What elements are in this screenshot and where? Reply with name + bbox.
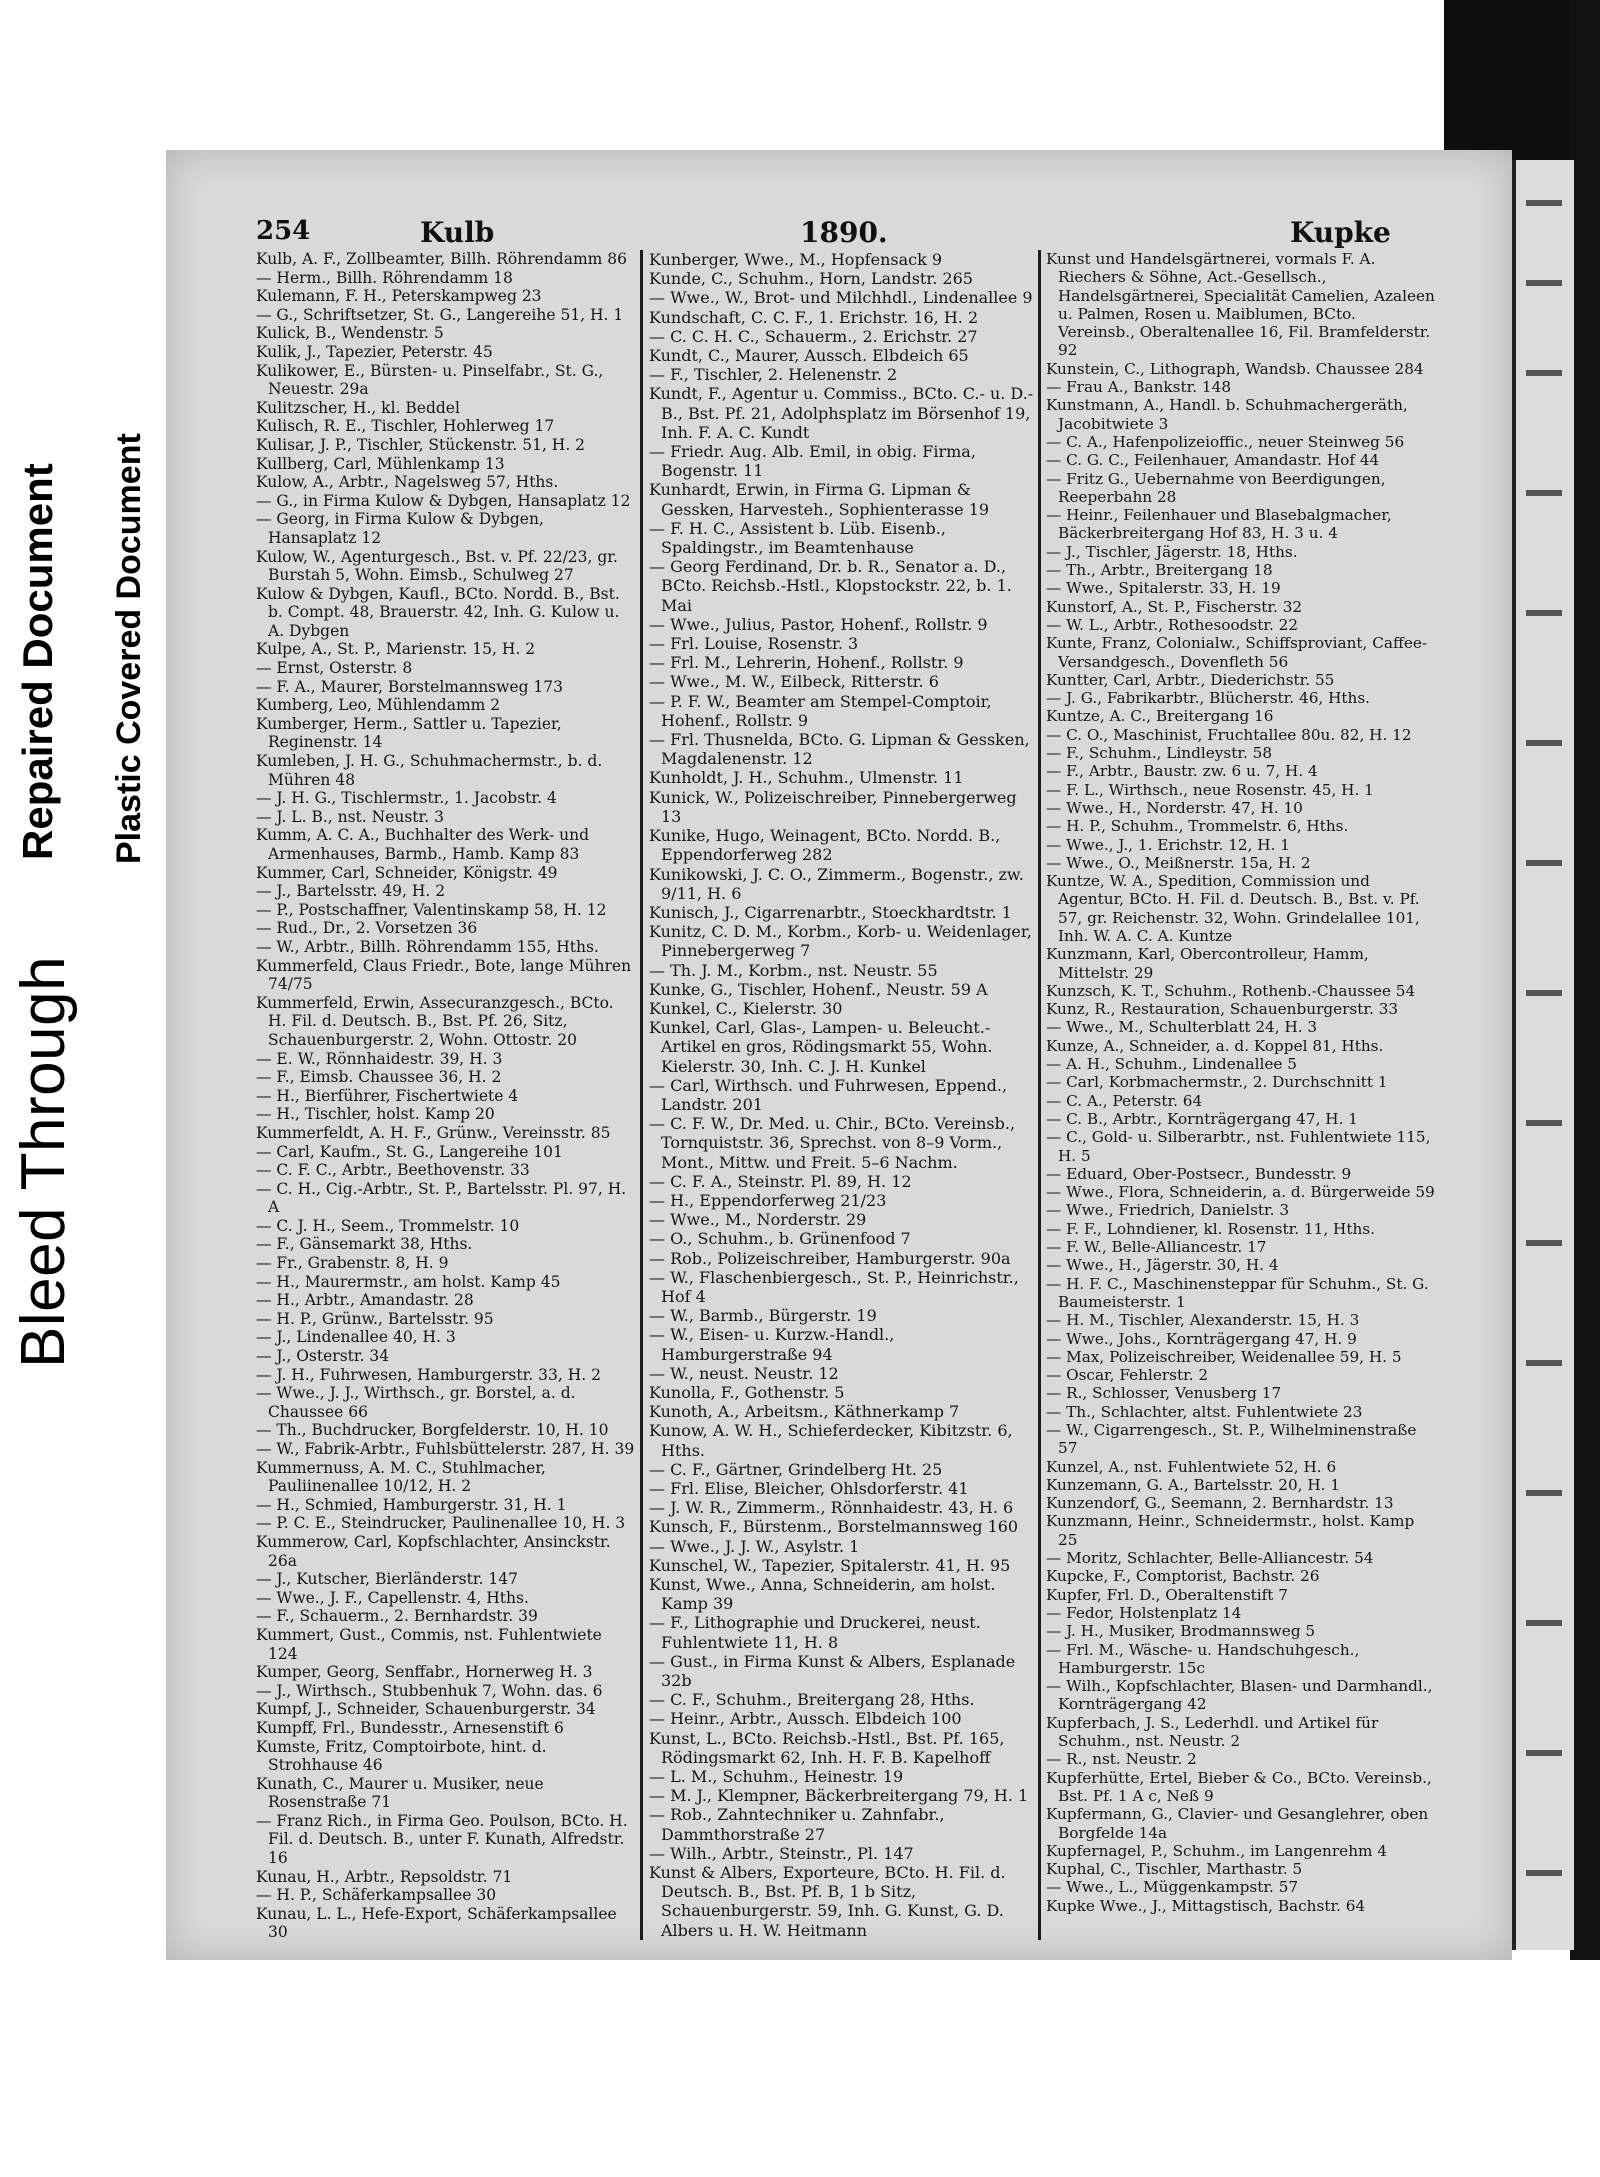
directory-entry: Kullberg, Carl, Mühlenkamp 13 <box>256 454 505 473</box>
directory-entry: — Wwe., Julius, Pastor, Hohenf., Rollstr. 9 <box>649 614 988 634</box>
directory-entry: — H. F. C., Maschinensteppar für Schuhm., St. G. Baumeisterstr. 1 <box>1046 1274 1429 1311</box>
directory-entry: Kupke Wwe., J., Mittagstisch, Bachstr. 64 <box>1046 1896 1366 1915</box>
directory-entry: Kunitz, C. D. M., Korbm., Korb- u. Weidenlager, Pinnebergerweg 7 <box>649 922 1032 961</box>
directory-entry: — Frau A., Bankstr. 148 <box>1046 378 1232 397</box>
directory-entry: Kunikowski, J. C. O., Zimmerm., Bogenstr., zw. 9/11, H. 6 <box>649 864 1024 903</box>
adjacent-text-fragment <box>1526 990 1562 996</box>
directory-column-2 <box>649 250 1039 1940</box>
page-year: 1890. <box>800 216 888 249</box>
directory-entry: — F., Schauerm., 2. Bernhardstr. 39 <box>256 1607 538 1626</box>
directory-column-3 <box>1046 250 1436 1915</box>
label-bleed-through: Bleed Through <box>9 955 78 1368</box>
directory-entry: Kulisar, J. P., Tischler, Stückenstr. 51, H. 2 <box>256 435 586 454</box>
directory-entry: Kunstorf, A., St. P., Fischerstr. 32 <box>1046 597 1303 616</box>
directory-entry: — Wwe., O., Meißnerstr. 15a, H. 2 <box>1046 853 1311 872</box>
adjacent-text-fragment <box>1526 1240 1562 1246</box>
directory-entry: Kunke, G., Tischler, Hohenf., Neustr. 59 A <box>649 979 988 999</box>
directory-entry: Kumberg, Leo, Mühlendamm 2 <box>256 696 501 715</box>
directory-entry: — J. W. R., Zimmerm., Rönnhaidestr. 43, H. 6 <box>649 1498 1014 1518</box>
directory-entry: — Wwe., M. W., Eilbeck, Ritterstr. 6 <box>649 672 939 692</box>
directory-entry: — Herm., Billh. Röhrendamm 18 <box>256 268 513 287</box>
directory-entry: Kunholdt, J. H., Schuhm., Ulmenstr. 11 <box>649 768 964 788</box>
directory-entry: — Rob., Polizeischreiber, Hamburgerstr. 90a <box>649 1248 1011 1268</box>
adjacent-text-fragment <box>1526 1120 1562 1126</box>
scanner-shadow-right <box>1570 0 1600 1960</box>
directory-entry: Kupfernagel, P., Schuhm., im Langenrehm 4 <box>1046 1841 1388 1860</box>
adjacent-text-fragment <box>1526 610 1562 616</box>
directory-entry: Kuntze, A. C., Breitergang 16 <box>1046 707 1274 726</box>
left-catchword: Kulb <box>420 216 495 249</box>
directory-entry: Kunoth, A., Arbeitsm., Käthnerkamp 7 <box>649 1402 960 1422</box>
directory-entry: — Fedor, Holstenplatz 14 <box>1046 1603 1242 1622</box>
directory-entry: — C. F. C., Arbtr., Beethovenstr. 33 <box>256 1161 530 1180</box>
directory-entry: — Wwe., M., Norderstr. 29 <box>649 1210 867 1230</box>
directory-entry: — Th., Schlachter, altst. Fuhlentwiete 23 <box>1046 1402 1363 1421</box>
directory-entry: — W., Fabrik-Arbtr., Fuhlsbüttelerstr. 287, H. 39 <box>256 1440 635 1458</box>
directory-entry: — C. F., Gärtner, Grindelberg Ht. 25 <box>649 1459 943 1479</box>
directory-entry: Kumste, Fritz, Comptoirbote, hint. d. Strohhause 46 <box>256 1737 547 1775</box>
directory-entry: — Rob., Zahntechniker u. Zahnfabr., Dammthorstraße 27 <box>649 1805 945 1844</box>
directory-entry: Kummerfeld, Erwin, Assecuranzgesch., BCto. H. Fil. d. Deutsch. B., Bst. Pf. 26, Sitz, Schauenburgerstr. 2, Wohn. Ottostr. 20 <box>256 993 614 1049</box>
directory-entry: — J., Bartelsstr. 49, H. 2 <box>256 882 446 901</box>
directory-column-1 <box>256 250 636 1942</box>
directory-entry: Kunau, H., Arbtr., Repsoldstr. 71 <box>256 1867 513 1886</box>
directory-entry: — W., neust. Neustr. 12 <box>649 1363 839 1383</box>
directory-entry: — J. L. B., nst. Neustr. 3 <box>256 807 444 826</box>
directory-entry: — W., Eisen- u. Kurzw.-Handl., Hamburgerstraße 94 <box>649 1325 895 1364</box>
directory-entry: — Wwe., H., Jägerstr. 30, H. 4 <box>1046 1256 1279 1275</box>
adjacent-text-fragment <box>1526 1360 1562 1366</box>
directory-entry: — F. W., Belle-Alliancestr. 17 <box>1046 1238 1267 1257</box>
directory-entry: — E. W., Rönnhaidestr. 39, H. 3 <box>256 1049 503 1068</box>
directory-entry: — G., in Firma Kulow & Dybgen, Hansaplatz 12 <box>256 491 631 510</box>
directory-entry: — J., Tischler, Jägerstr. 18, Hths. <box>1046 542 1298 561</box>
directory-entry: — Th., Arbtr., Breitergang 18 <box>1046 561 1273 580</box>
directory-entry: Kunzemann, G. A., Bartelsstr. 20, H. 1 <box>1046 1475 1341 1494</box>
directory-entry: — Rud., Dr., 2. Vorsetzen 36 <box>256 919 478 938</box>
directory-entry: — Carl, Korbmachermstr., 2. Durchschnitt 1 <box>1046 1073 1388 1092</box>
directory-entry: — Carl, Wirthsch. und Fuhrwesen, Eppend., Landstr. 201 <box>649 1075 1008 1114</box>
directory-entry: Kulow, A., Arbtr., Nagelsweg 57, Hths. <box>256 473 559 492</box>
directory-entry: Kunberger, Wwe., M., Hopfensack 9 <box>649 250 943 269</box>
directory-entry: — C., Gold- u. Silberarbtr., nst. Fuhlentwiete 115, H. 5 <box>1046 1128 1431 1165</box>
directory-entry: Kummerow, Carl, Kopfschlachter, Ansinckstr. 26a <box>256 1532 611 1570</box>
directory-entry: Kunzendorf, G., Seemann, 2. Bernhardstr. 13 <box>1046 1494 1394 1513</box>
directory-entry: Kupfer, Frl. D., Oberaltenstift 7 <box>1046 1585 1288 1604</box>
directory-entry: Kupferhütte, Ertel, Bieber & Co., BCto. Vereinsb., Bst. Pf. 1 A c, Neß 9 <box>1046 1768 1432 1805</box>
directory-entry: — R., nst. Neustr. 2 <box>1046 1750 1197 1769</box>
directory-entry: — Wwe., J., 1. Erichstr. 12, H. 1 <box>1046 835 1290 854</box>
directory-entry: — F. F., Lohndiener, kl. Rosenstr. 11, Hths. <box>1046 1219 1375 1238</box>
directory-entry: Kumpff, Frl., Bundesstr., Arnesenstift 6 <box>256 1718 564 1737</box>
adjacent-text-fragment <box>1526 280 1562 286</box>
directory-entry: Kunstmann, A., Handl. b. Schuhmachergeräth, Jacobitwiete 3 <box>1046 396 1408 433</box>
directory-entry: — Heinr., Feilenhauer und Blasebalgmacher, Bäckerbreitergang Hof 83, H. 3 u. 4 <box>1046 506 1392 543</box>
directory-entry: — J. G., Fabrikarbtr., Blücherstr. 46, Hths. <box>1046 689 1371 708</box>
directory-entry: Kulitzscher, H., kl. Beddel <box>256 398 460 417</box>
directory-entry: — C. O., Maschinist, Fruchtallee 80u. 82, H. 12 <box>1046 725 1412 744</box>
directory-entry: — F., Tischler, 2. Helenenstr. 2 <box>649 365 898 385</box>
directory-entry: Kundt, C., Maurer, Aussch. Elbdeich 65 <box>649 346 969 366</box>
directory-entry: — C. F. W., Dr. Med. u. Chir., BCto. Vereinsb., Tornquiststr. 36, Sprechst. von 8–9 Vorm., Mont., Mittw. und Freit. 5–6 Nachm. <box>649 1114 1016 1172</box>
directory-entry: — C. C. H. C., Schauerm., 2. Erichstr. 27 <box>649 326 978 346</box>
directory-entry: — F., Schuhm., Lindleystr. 58 <box>1046 744 1273 763</box>
directory-entry: — Wwe., H., Norderstr. 47, H. 10 <box>1046 798 1303 817</box>
directory-entry: — Wwe., Flora, Schneiderin, a. d. Bürgerweide 59 <box>1046 1183 1435 1202</box>
directory-entry: — Gust., in Firma Kunst & Albers, Esplanade 32b <box>649 1651 1016 1691</box>
adjacent-page-edge <box>1512 160 1574 1950</box>
directory-entry: — Carl, Kaufm., St. G., Langereihe 101 <box>256 1142 563 1161</box>
directory-entry: — Franz Rich., in Firma Geo. Poulson, BCto. H. Fil. d. Deutsch. B., unter F. Kunath, Alfredstr. 16 <box>256 1811 628 1868</box>
directory-entry: Kunst, L., BCto. Reichsb.-Hstl., Bst. Pf. 165, Rödingsmarkt 62, Inh. H. F. B. Kapelhoff <box>649 1728 1005 1767</box>
directory-entry: Kupferbach, J. S., Lederhdl. und Artikel für Schuhm., nst. Neustr. 2 <box>1046 1713 1379 1751</box>
directory-entry: — J. H., Musiker, Brodmannsweg 5 <box>1046 1622 1316 1641</box>
directory-entry: Kuphal, C., Tischler, Marthastr. 5 <box>1046 1860 1303 1879</box>
directory-entry: — F., Gänsemarkt 38, Hths. <box>256 1235 473 1254</box>
directory-entry: — C. B., Arbtr., Kornträgergang 47, H. 1 <box>1046 1109 1358 1128</box>
directory-entry: Kunkel, Carl, Glas-, Lampen- u. Beleucht.-Artikel en gros, Rödingsmarkt 55, Wohn. Kielerstr. 30, Inh. C. J. H. Kunkel <box>649 1018 993 1076</box>
adjacent-text-fragment <box>1526 370 1562 376</box>
directory-entry: — H., Tischler, holst. Kamp 20 <box>256 1105 495 1124</box>
page-number: 254 <box>256 216 311 246</box>
directory-entry: — W., Arbtr., Billh. Röhrendamm 155, Hths. <box>256 937 599 956</box>
directory-entry: — H., Eppendorferweg 21/23 <box>649 1190 887 1210</box>
directory-entry: — W., Barmb., Bürgerstr. 19 <box>649 1306 877 1326</box>
directory-entry: — F. L., Wirthsch., neue Rosenstr. 45, H. 1 <box>1046 780 1374 799</box>
directory-entry: — H. P., Schuhm., Trommelstr. 6, Hths. <box>1046 817 1349 836</box>
directory-entry: — F., Lithographie und Druckerei, neust. Fuhlentwiete 11, H. 8 <box>649 1613 981 1652</box>
directory-entry: Kunolla, F., Gothenstr. 5 <box>649 1382 845 1402</box>
directory-entry: — H., Schmied, Hamburgerstr. 31, H. 1 <box>256 1495 567 1514</box>
directory-entry: Kunst, Wwe., Anna, Schneiderin, am holst. Kamp 39 <box>649 1575 996 1614</box>
directory-entry: Kumleben, J. H. G., Schuhmachermstr., b. d. Mühren 48 <box>256 752 603 789</box>
directory-entry: — C. J. H., Seem., Trommelstr. 10 <box>256 1216 520 1235</box>
directory-entry: — J. H. G., Tischlermstr., 1. Jacobstr. 4 <box>256 789 557 808</box>
adjacent-text-fragment <box>1526 740 1562 746</box>
directory-entry: Kummert, Gust., Commis, nst. Fuhlentwiete 124 <box>256 1625 602 1663</box>
directory-entry: Kupfermann, G., Clavier- und Gesanglehrer, oben Borgfelde 14a <box>1046 1805 1429 1842</box>
directory-entry: Kunike, Hugo, Weinagent, BCto. Nordd. B., Eppendorferweg 282 <box>649 826 1001 865</box>
directory-entry: — J., Wirthsch., Stubbenhuk 7, Wohn. das. 6 <box>256 1681 603 1700</box>
directory-entry: Kunath, C., Maurer u. Musiker, neue Rosenstraße 71 <box>256 1774 544 1812</box>
directory-entry: Kunsch, F., Bürstenm., Borstelmannsweg 160 <box>649 1517 1019 1537</box>
directory-entry: Kunde, C., Schuhm., Horn, Landstr. 265 <box>649 269 973 289</box>
directory-entry: Kunstein, C., Lithograph, Wandsb. Chaussee 284 <box>1046 359 1424 378</box>
directory-entry: — Wwe., Johs., Kornträgergang 47, H. 9 <box>1046 1329 1357 1348</box>
directory-entry: — J., Osterstr. 34 <box>256 1347 390 1366</box>
directory-entry: — O., Schuhm., b. Grünenfood 7 <box>649 1229 911 1249</box>
directory-entry: — R., Schlosser, Venusberg 17 <box>1046 1384 1282 1403</box>
directory-entry: — Eduard, Ober-Postsecr., Bundesstr. 9 <box>1046 1164 1352 1183</box>
directory-entry: — H. M., Tischler, Alexanderstr. 15, H. 3 <box>1046 1311 1360 1330</box>
directory-entry: Kuntze, W. A., Spedition, Commission und Agentur, BCto. H. Fil. d. Deutsch. B., Bst. v. Pf. 57, gr. Reichenstr. 32, Wohn. Grindelallee 101, Inh. W. A. C. A. Kuntze <box>1046 872 1420 945</box>
directory-entry: — Wwe., W., Brot- und Milchhdl., Lindenallee 9 <box>649 288 1033 308</box>
directory-entry: — W., Flaschenbiergesch., St. P., Heinrichstr., Hof 4 <box>649 1267 1019 1306</box>
directory-entry: Kulikower, E., Bürsten- u. Pinselfabr., St. G., Neuestr. 29a <box>256 361 604 399</box>
column-divider <box>640 250 643 1940</box>
directory-entry: Kunte, Franz, Colonialw., Schiffsproviant, Caffee-Versandgesch., Dovenfleth 56 <box>1046 634 1428 671</box>
directory-entry: — Max, Polizeischreiber, Weidenallee 59, H. 5 <box>1046 1347 1402 1366</box>
directory-entry: — F., Arbtr., Baustr. zw. 6 u. 7, H. 4 <box>1046 762 1318 781</box>
directory-entry: Kummernuss, A. M. C., Stuhlmacher, Pauliinenallee 10/12, H. 2 <box>256 1458 546 1496</box>
directory-entry: — Moritz, Schlachter, Belle-Alliancestr. 54 <box>1046 1549 1374 1568</box>
directory-entry: — Frl. Louise, Rosenstr. 3 <box>649 634 859 654</box>
directory-entry: — Frl. M., Wäsche- u. Handschuhgesch., Hamburgerstr. 15c <box>1046 1640 1360 1677</box>
directory-entry: — Georg, in Firma Kulow & Dybgen, Hansaplatz 12 <box>256 510 544 547</box>
directory-entry: — J. H., Fuhrwesen, Hamburgerstr. 33, H. 2 <box>256 1365 601 1384</box>
directory-entry: — M. J., Klempner, Bäckerbreitergang 79, H. 1 <box>649 1786 1029 1806</box>
directory-entry: — J., Kutscher, Bierländerstr. 147 <box>256 1570 518 1589</box>
directory-entry: — H. P., Grünw., Bartelsstr. 95 <box>256 1309 494 1328</box>
directory-entry: — H. P., Schäferkampsallee 30 <box>256 1886 497 1905</box>
directory-entry: — C. A., Hafenpolizeioffic., neuer Steinweg 56 <box>1046 432 1405 451</box>
label-plastic-covered-document: Plastic Covered Document <box>110 433 148 864</box>
directory-entry: Kunschel, W., Tapezier, Spitalerstr. 41, H. 95 <box>649 1555 1011 1575</box>
directory-entry: Kulb, A. F., Zollbeamter, Billh. Röhrendamm 86 <box>256 250 627 268</box>
directory-entry: Kunst & Albers, Exporteure, BCto. H. Fil. d. Deutsch. B., Bst. Pf. B, 1 b Sitz, Schauenburgerstr. 59, Inh. G. Kunst, G. D. Albers u. H. W. Heitmann <box>649 1863 1006 1940</box>
directory-entry: — L. M., Schuhm., Heinestr. 19 <box>649 1767 904 1787</box>
right-catchword: Kupke <box>1290 216 1391 249</box>
directory-entry: Kupcke, F., Comptorist, Bachstr. 26 <box>1046 1567 1320 1586</box>
directory-entry: Kunzel, A., nst. Fuhlentwiete 52, H. 6 <box>1046 1457 1337 1476</box>
adjacent-text-fragment <box>1526 1870 1562 1876</box>
directory-entry: — F., Eimsb. Chaussee 36, H. 2 <box>256 1068 502 1087</box>
directory-entry: — C. F., Schuhm., Breitergang 28, Hths. <box>649 1690 975 1710</box>
directory-entry: — P., Postschaffner, Valentinskamp 58, H. 12 <box>256 900 607 919</box>
directory-entry: Kulik, J., Tapezier, Peterstr. 45 <box>256 342 493 361</box>
directory-entry: — Frl. Elise, Bleicher, Ohlsdorferstr. 41 <box>649 1479 969 1498</box>
adjacent-text-fragment <box>1526 200 1562 206</box>
directory-entry: Kummerfeld, Claus Friedr., Bote, lange Mühren 74/75 <box>256 956 632 994</box>
directory-entry: Kulemann, F. H., Peterskampweg 23 <box>256 287 542 306</box>
directory-entry: — Heinr., Arbtr., Aussch. Elbdeich 100 <box>649 1709 962 1729</box>
directory-entry: Kumberger, Herm., Sattler u. Tapezier, Reginenstr. 14 <box>256 714 562 752</box>
directory-entry: — J., Lindenallee 40, H. 3 <box>256 1328 456 1347</box>
directory-entry: Kunow, A. W. H., Schieferdecker, Kibitzstr. 6, Hths. <box>649 1421 1013 1460</box>
directory-entry: — Wwe., J. J. W., Asylstr. 1 <box>649 1536 860 1556</box>
adjacent-text-fragment <box>1526 860 1562 866</box>
directory-entry: Kunzmann, Heinr., Schneidermstr., holst. Kamp 25 <box>1046 1512 1415 1549</box>
directory-entry: Kulisch, R. E., Tischler, Hohlerweg 17 <box>256 417 555 436</box>
directory-entry: Kunkel, C., Kielerstr. 30 <box>649 998 843 1018</box>
directory-entry: — C. H., Cig.-Arbtr., St. P., Bartelsstr. Pl. 97, H. A <box>256 1179 627 1217</box>
directory-entry: — Frl. Thusnelda, BCto. G. Lipman & Gessken, Magdalenenstr. 12 <box>649 730 1030 769</box>
directory-entry: Kundschaft, C. C. F., 1. Erichstr. 16, H. 2 <box>649 307 979 327</box>
directory-entry: — Friedr. Aug. Alb. Emil, in obig. Firma, Bogenstr. 11 <box>649 442 976 481</box>
directory-entry: — Fr., Grabenstr. 8, H. 9 <box>256 1254 449 1273</box>
directory-entry: — H., Arbtr., Amandastr. 28 <box>256 1291 474 1310</box>
directory-entry: — Wwe., Spitalerstr. 33, H. 19 <box>1046 579 1281 598</box>
directory-entry: — F. A., Maurer, Borstelmannsweg 173 <box>256 677 564 696</box>
directory-entry: — P. F. W., Beamter am Stempel-Comptoir, Hohenf., Rollstr. 9 <box>649 691 992 730</box>
directory-entry: Kunze, A., Schneider, a. d. Koppel 81, Hths. <box>1046 1036 1384 1055</box>
directory-entry: — Ernst, Osterstr. 8 <box>256 659 413 678</box>
directory-entry: Kunhardt, Erwin, in Firma G. Lipman & Gessken, Harvesteh., Sophienterasse 19 <box>649 480 990 519</box>
adjacent-text-fragment <box>1526 1750 1562 1756</box>
directory-entry: Kummer, Carl, Schneider, Königstr. 49 <box>256 863 558 882</box>
directory-entry: — Wwe., J. F., Capellenstr. 4, Hths. <box>256 1588 529 1607</box>
directory-entry: — G., Schriftsetzer, St. G., Langereihe 51, H. 1 <box>256 305 624 324</box>
directory-entry: — Wilh., Kopfschlachter, Blasen- und Darmhandl., Kornträgergang 42 <box>1046 1677 1433 1714</box>
label-repaired-document: Repaired Document <box>14 463 61 860</box>
directory-entry: Kunau, L. L., Hefe-Export, Schäferkampsallee 30 <box>256 1904 617 1942</box>
directory-entry: Kulpe, A., St. P., Marienstr. 15, H. 2 <box>256 640 536 659</box>
directory-entry: — H., Bierführer, Fischertwiete 4 <box>256 1086 519 1105</box>
directory-entry: — Wwe., J. J., Wirthsch., gr. Borstel, a. d. Chaussee 66 <box>256 1384 576 1421</box>
adjacent-text-fragment <box>1526 490 1562 496</box>
directory-entry: Kunz, R., Restauration, Schauenburgerstr. 33 <box>1046 1000 1399 1019</box>
directory-entry: — Wwe., L., Müggenkampstr. 57 <box>1046 1878 1299 1897</box>
directory-entry: Kumper, Georg, Senffabr., Hornerweg H. 3 <box>256 1663 593 1682</box>
directory-entry: Kulow & Dybgen, Kaufl., BCto. Nordd. B., Bst. b. Compt. 48, Brauerstr. 42, Inh. G. Kulow u. A. Dybgen <box>256 584 620 640</box>
directory-entry: Kunisch, J., Cigarrenarbtr., Stoeckhardtstr. 1 <box>649 902 1012 922</box>
directory-entry: Kulick, B., Wendenstr. 5 <box>256 324 444 343</box>
directory-entry: — W., Cigarrengesch., St. P., Wilhelminenstraße 57 <box>1046 1421 1417 1458</box>
directory-entry: Kumpf, J., Schneider, Schauenburgerstr. 34 <box>256 1700 596 1719</box>
directory-entry: — Frl. M., Lehrerin, Hohenf., Rollstr. 9 <box>649 653 964 673</box>
adjacent-text-fragment <box>1526 1620 1562 1626</box>
directory-entry: — H., Maurermstr., am holst. Kamp 45 <box>256 1272 561 1291</box>
directory-entry: Kuntter, Carl, Arbtr., Diederichstr. 55 <box>1046 670 1335 689</box>
directory-entry: — C. A., Peterstr. 64 <box>1046 1091 1203 1110</box>
directory-entry: — Th., Buchdrucker, Borgfelderstr. 10, H. 10 <box>256 1421 609 1440</box>
directory-entry: Kunick, W., Polizeischreiber, Pinnebergerweg 13 <box>649 787 1017 826</box>
directory-entry: — Oscar, Fehlerstr. 2 <box>1046 1366 1209 1385</box>
directory-entry: — Georg Ferdinand, Dr. b. R., Senator a. D., BCto. Reichsb.-Hstl., Klopstockstr. 22, b. 1. Mai <box>649 557 1012 615</box>
directory-entry: — Wilh., Arbtr., Steinstr., Pl. 147 <box>649 1843 914 1863</box>
directory-entry: — C. F. A., Steinstr. Pl. 89, H. 12 <box>649 1171 912 1191</box>
directory-entry: — A. H., Schuhm., Lindenallee 5 <box>1046 1055 1297 1074</box>
directory-entry: Kummerfeldt, A. H. F., Grünw., Vereinsstr. 85 <box>256 1123 611 1142</box>
directory-entry: Kunzsch, K. T., Schuhm., Rothenb.-Chaussee 54 <box>1046 981 1416 1000</box>
directory-entry: — P. C. E., Steindrucker, Paulinenallee 10, H. 3 <box>256 1514 626 1533</box>
directory-entry: — F. H. C., Assistent b. Lüb. Eisenb., Spaldingstr., im Beamtenhause <box>649 518 946 558</box>
directory-entry: — Wwe., Friedrich, Danielstr. 3 <box>1046 1201 1290 1220</box>
adjacent-text-fragment <box>1526 1490 1562 1496</box>
directory-entry: Kulow, W., Agenturgesch., Bst. v. Pf. 22/23, gr. Burstah 5, Wohn. Eimsb., Schulweg 27 <box>256 547 618 585</box>
directory-entry: — C. G. C., Feilenhauer, Amandastr. Hof 44 <box>1046 451 1380 470</box>
directory-entry: — W. L., Arbtr., Rothesoodstr. 22 <box>1046 615 1299 634</box>
directory-entry: Kunzmann, Karl, Obercontrolleur, Hamm, Mittelstr. 29 <box>1046 945 1369 982</box>
directory-entry: — Wwe., M., Schulterblatt 24, H. 3 <box>1046 1018 1318 1037</box>
directory-entry: — Fritz G., Uebernahme von Beerdigungen, Reeperbahn 28 <box>1046 469 1386 506</box>
directory-entry: Kundt, F., Agentur u. Commiss., BCto. C.- u. D.-B., Bst. Pf. 21, Adolphsplatz im Börsenhof 19, Inh. F. A. C. Kundt <box>649 384 1034 442</box>
directory-entry: Kunst und Handelsgärtnerei, vormals F. A. Riechers & Söhne, Act.-Gesellsch., Handelsgärtnerei, Specialität Camelien, Azaleen u. Palmen, Rosen u. Maiblumen, BCto. Vereinsb., Oberaltenallee 16, Fil. Bramfelderstr. 92 <box>1046 250 1435 360</box>
directory-entry: — Th. J. M., Korbm., nst. Neustr. 55 <box>649 960 938 980</box>
directory-entry: Kumm, A. C. A., Buchhalter des Werk- und Armenhauses, Barmb., Hamb. Kamp 83 <box>256 826 590 863</box>
